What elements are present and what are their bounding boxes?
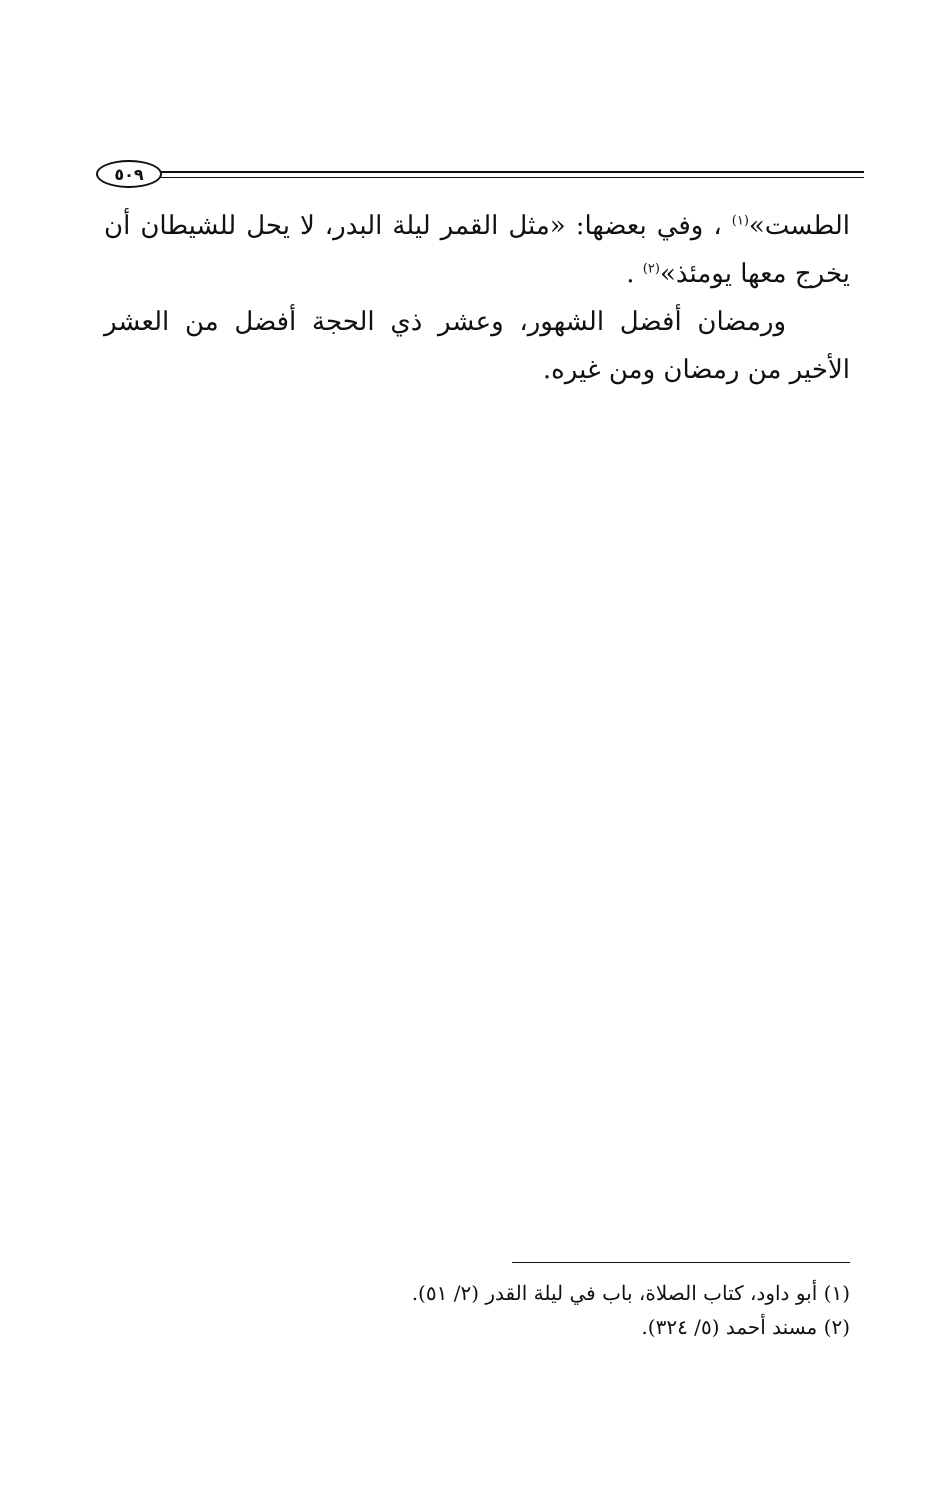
footnote-1: (١) أبو داود، كتاب الصلاة، باب في ليلة القدر (٢/ ٥١). — [411, 1281, 850, 1305]
page-number-badge: ٥٠٩ — [96, 160, 162, 188]
footnote-2: (٢) مسند أحمد (٥/ ٣٢٤). — [641, 1315, 850, 1339]
footnotes — [104, 1276, 850, 1344]
paragraph-1 — [104, 202, 850, 298]
paragraph-1-text-b: ، وفي بعضها: «مثل القمر ليلة البدر، لا يحل للشيطان أن يخرج معها يومئذ» — [104, 211, 850, 289]
paragraph-1-text-c: . — [626, 259, 643, 289]
paragraph-2: ورمضان أفضل الشهور، وعشر ذي الحجة أفضل من العشر الأخير من رمضان ومن غيره. — [104, 307, 850, 385]
main-text — [104, 202, 850, 394]
footnote-ref-2[interactable]: (٢) — [642, 261, 660, 277]
page-header — [96, 160, 864, 190]
header-rule — [156, 171, 864, 178]
footnote-separator — [512, 1262, 850, 1263]
paragraph-1-text-a: الطست» — [748, 211, 850, 241]
footnote-ref-1[interactable]: (١) — [731, 213, 749, 229]
